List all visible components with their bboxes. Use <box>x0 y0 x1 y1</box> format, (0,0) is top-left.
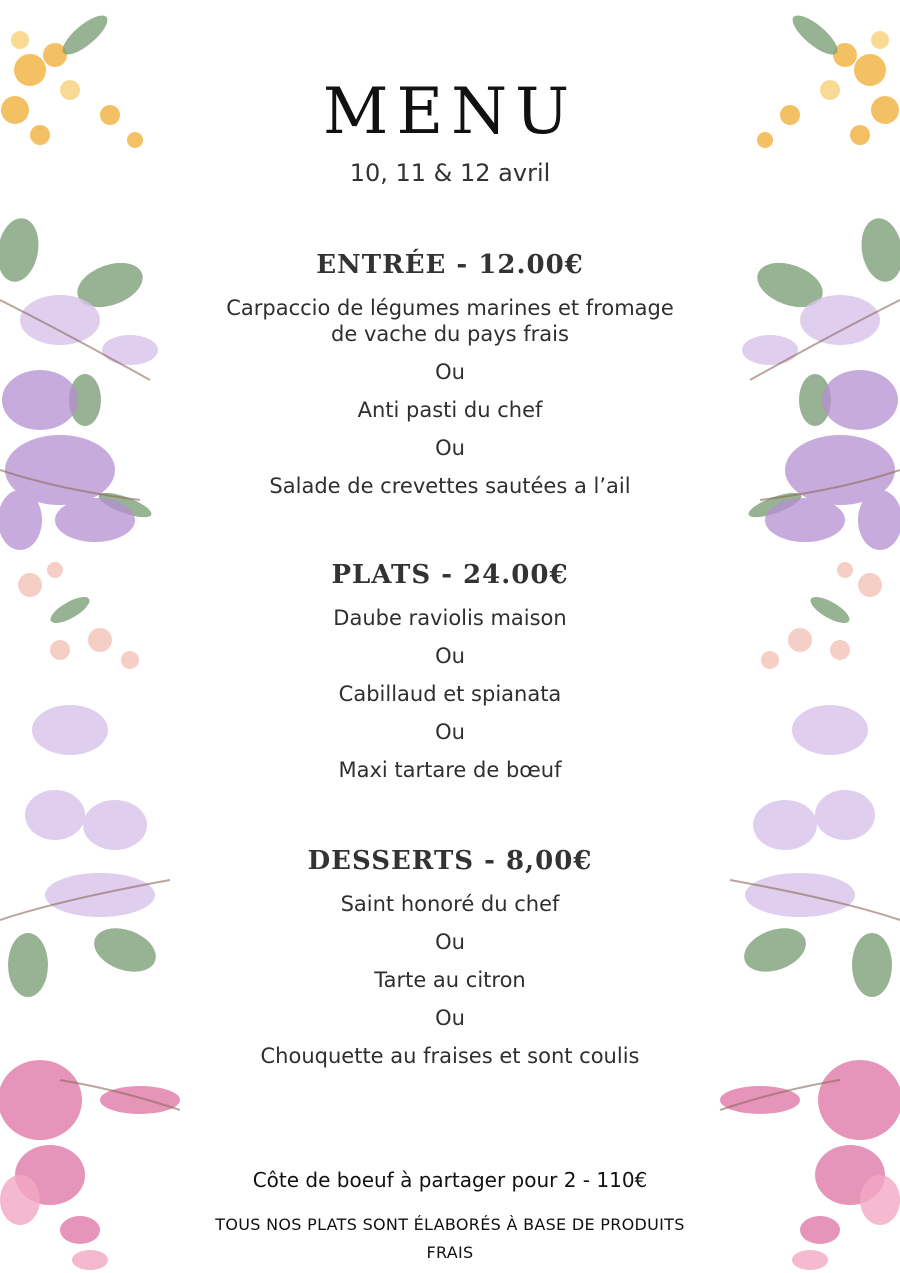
menu-item: Chouquette au fraises et sont coulis <box>260 1044 640 1068</box>
menu-dates: 10, 11 & 12 avril <box>349 159 551 187</box>
menu-item: Carpaccio de légumes marines et fromage de vache du pays frais <box>226 296 674 346</box>
menu-item: Anti pasti du chef <box>357 398 543 422</box>
menu-content <box>200 0 700 1273</box>
menu-item-separator: Ou <box>435 360 465 384</box>
menu-item: Tarte au citron <box>374 968 526 992</box>
special-offer: Côte de boeuf à partager pour 2 - 110€ <box>252 1168 648 1192</box>
fresh-products-note: TOUS NOS PLATS SONT ÉLABORÉS À BASE DE PRODUITS FRAIS <box>215 1215 685 1262</box>
menu-item-separator: Ou <box>435 436 465 460</box>
section-entree <box>200 247 700 511</box>
floral-border-right <box>700 0 900 1273</box>
menu-item-separator: Ou <box>435 644 465 668</box>
menu-item: Maxi tartare de bœuf <box>338 758 562 782</box>
section-desserts <box>200 843 700 1081</box>
section-title: DESSERTS - 8,00€ <box>307 846 593 876</box>
menu-item-separator: Ou <box>435 720 465 744</box>
menu-item: Cabillaud et spianata <box>338 682 562 706</box>
section-plats <box>200 557 700 795</box>
floral-border-left <box>0 0 200 1273</box>
floral-illustration-right <box>700 0 900 1273</box>
menu-item: Salade de crevettes sautées a l’ail <box>269 474 631 498</box>
menu-title: MENU <box>322 75 578 149</box>
menu-item: Daube raviolis maison <box>333 606 567 630</box>
menu-item-separator: Ou <box>435 930 465 954</box>
menu-item: Saint honoré du chef <box>340 892 560 916</box>
section-title: PLATS - 24.00€ <box>331 560 569 590</box>
section-title: ENTRÉE - 12.00€ <box>316 250 584 280</box>
floral-illustration-left <box>0 0 200 1273</box>
menu-item-separator: Ou <box>435 1006 465 1030</box>
